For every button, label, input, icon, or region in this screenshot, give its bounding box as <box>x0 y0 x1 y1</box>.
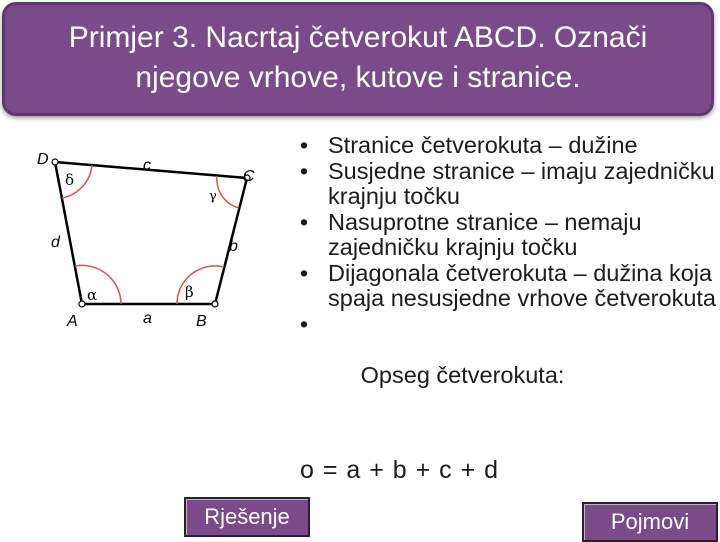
vertex-d-point <box>52 159 58 165</box>
bullet-dot: • <box>299 259 309 286</box>
angle-label-delta: δ <box>65 171 75 189</box>
bullet-item <box>292 312 717 414</box>
bullet-dot: • <box>299 132 309 158</box>
bullet-item <box>292 133 717 159</box>
bullet-dot: • <box>299 208 309 235</box>
bullet-dot: • <box>299 157 309 184</box>
perimeter-formula: o = a + b + c + d <box>300 456 500 484</box>
title-banner <box>2 2 714 116</box>
slide-title <box>28 18 688 98</box>
bullet-item <box>292 159 717 210</box>
vertex-label-d: D <box>37 151 49 168</box>
side-label-b: b <box>229 238 238 255</box>
bullet-list <box>292 133 717 414</box>
terms-button[interactable]: Pojmovi <box>582 502 718 542</box>
vertex-label-c: C <box>243 168 255 185</box>
vertex-a-point <box>79 301 85 307</box>
side-c-line <box>55 162 247 178</box>
title-line-2: njegove vrhove, kutove i stranice. <box>135 61 581 94</box>
side-label-c: c <box>143 157 151 174</box>
vertex-b-point <box>212 301 218 307</box>
side-label-a: a <box>143 310 152 327</box>
angle-label-alpha: α <box>87 286 98 304</box>
angle-label-beta: β <box>185 283 194 301</box>
bullet-dot: • <box>299 310 309 337</box>
title-line-1: Primjer 3. Nacrtaj četverokut ABCD. Označi <box>68 21 648 54</box>
bullet-text: Susjedne stranice – imaju zajedničku krajnju točku <box>328 157 715 209</box>
solution-button[interactable]: Rješenje <box>184 497 310 537</box>
bullet-text: Stranice četverokuta – dužine <box>328 132 638 158</box>
vertex-label-a: A <box>67 313 78 330</box>
bullet-text: Nasuprotne stranice – nemaju zajedničku krajnju točku <box>328 208 642 260</box>
vertex-label-b: B <box>196 313 207 330</box>
angle-gamma-arc <box>217 176 239 208</box>
quadrilateral-figure <box>25 140 285 340</box>
bullet-item <box>292 261 717 312</box>
bullet-text: Opseg četverokuta: <box>354 361 565 388</box>
bullet-text: Dijagonala četverokuta – dužina koja spaja nesusjedne vrhove četverokuta <box>328 259 716 311</box>
bullet-item <box>292 210 717 261</box>
side-label-d: d <box>51 234 60 251</box>
angle-label-gamma: γ <box>209 189 217 204</box>
